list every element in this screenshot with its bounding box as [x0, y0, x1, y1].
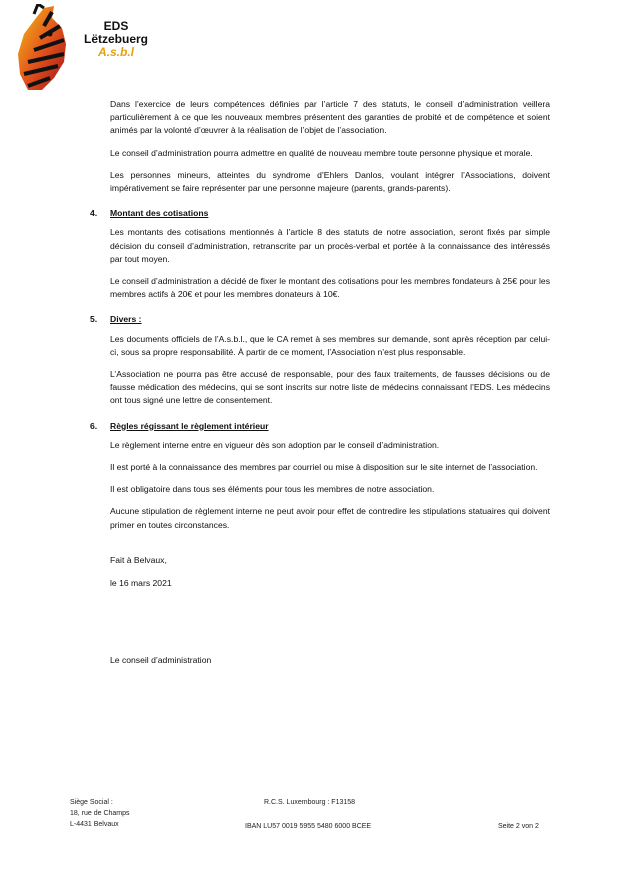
section-number: 5.	[90, 314, 98, 325]
section-heading-5	[90, 313, 550, 326]
logo-line-1: EDS	[103, 19, 129, 33]
footer-rcs: R.C.S. Luxembourg : F13158	[264, 799, 356, 806]
footer-address-city: L-4431 Belvaux	[70, 821, 119, 828]
footer-address-street: 18, rue de Champs	[70, 810, 130, 817]
section-paragraph: Le règlement interne entre en vigueur dès son adoption par le conseil d’administration.	[110, 439, 440, 450]
section-number: 6.	[90, 420, 98, 431]
logo-line-3: A.s.b.l	[97, 45, 134, 59]
section-title: Règles régissant le règlement intérieur	[110, 420, 269, 431]
closing-signatory: Le conseil d’administration	[110, 655, 212, 666]
footer-address-label: Siège Social :	[70, 799, 113, 806]
zebra-logo	[14, 4, 148, 94]
zebra-head-icon	[14, 4, 74, 94]
document-body	[90, 98, 550, 676]
section-paragraph: Les documents officiels de l’A.s.b.l., que le CA remet à ses membres sur demande, sont après réception par celui-ci, sous sa propre responsabilité. À partir de ce moment, l’Association n’est plus responsable.	[110, 333, 550, 357]
section-paragraph: Il est porté à la connaissance des membres par courriel ou mise à disposition sur le site internet de l’association.	[110, 462, 538, 473]
section-title: Divers :	[110, 314, 142, 325]
intro-paragraph: Le conseil d’administration pourra admettre en qualité de nouveau membre toute personne physique et morale.	[110, 147, 533, 158]
section-paragraph: Le conseil d’administration a décidé de fixer le montant des cotisations pour les membres fondateurs à 25€ pour les membres actifs à 20€ et pour les membres donateurs à 10€.	[110, 276, 550, 300]
closing-place: Fait à Belvaux,	[110, 554, 167, 565]
logo-text	[76, 20, 156, 59]
section-heading-4	[90, 207, 550, 220]
footer-page-number: Seite 2 von 2	[498, 823, 539, 830]
section-heading-6	[90, 420, 550, 433]
section-paragraph: Aucune stipulation de règlement interne ne peut avoir pour effet de contredire les stipulations statuaires qui doivent primer en toutes circonstances.	[110, 506, 550, 530]
footer-iban: IBAN LU57 0019 5955 5480 6000 BCEE	[245, 823, 372, 830]
section-paragraph: Il est obligatoire dans tous ses éléments pour tous les membres de notre association.	[110, 484, 435, 495]
logo-line-2: Lëtzebuerg	[83, 32, 148, 46]
section-paragraph: L’Association ne pourra pas être accusé de responsable, pour des faux traitements, de fausses décisions ou de fausse médication des médecins, qui se sont inscrits sur notre liste de médecins connaissant l’EDS. Les médecins ont tous signé une lettre de consentement.	[110, 369, 550, 406]
intro-paragraph: Dans l’exercice de leurs compétences définies par l’article 7 des statuts, le conseil d’administration veillera particulièrement à ce que les nouveaux membres présentent des garanties de probité et de compétence et soient animés par la volonté d’œuvrer à la réalisation de l’objet de l’association.	[110, 99, 550, 136]
section-title: Montant des cotisations	[110, 208, 209, 219]
footer-address	[70, 797, 130, 830]
section-paragraph: Les montants des cotisations mentionnés à l’article 8 des statuts de notre association, seront fixés par simple décision du conseil d’administration, retranscrite par un procès-verbal et portée à la connaissance des intéressés par tout moyen.	[110, 227, 550, 264]
intro-paragraph: Les personnes mineurs, atteintes du syndrome d’Ehlers Danlos, voulant intégrer l’Associations, doivent impérativement se faire représenter par une personne majeure (parents, grands-parents).	[110, 169, 550, 194]
closing-date: le 16 mars 2021	[110, 578, 172, 589]
section-number: 4.	[90, 208, 98, 219]
